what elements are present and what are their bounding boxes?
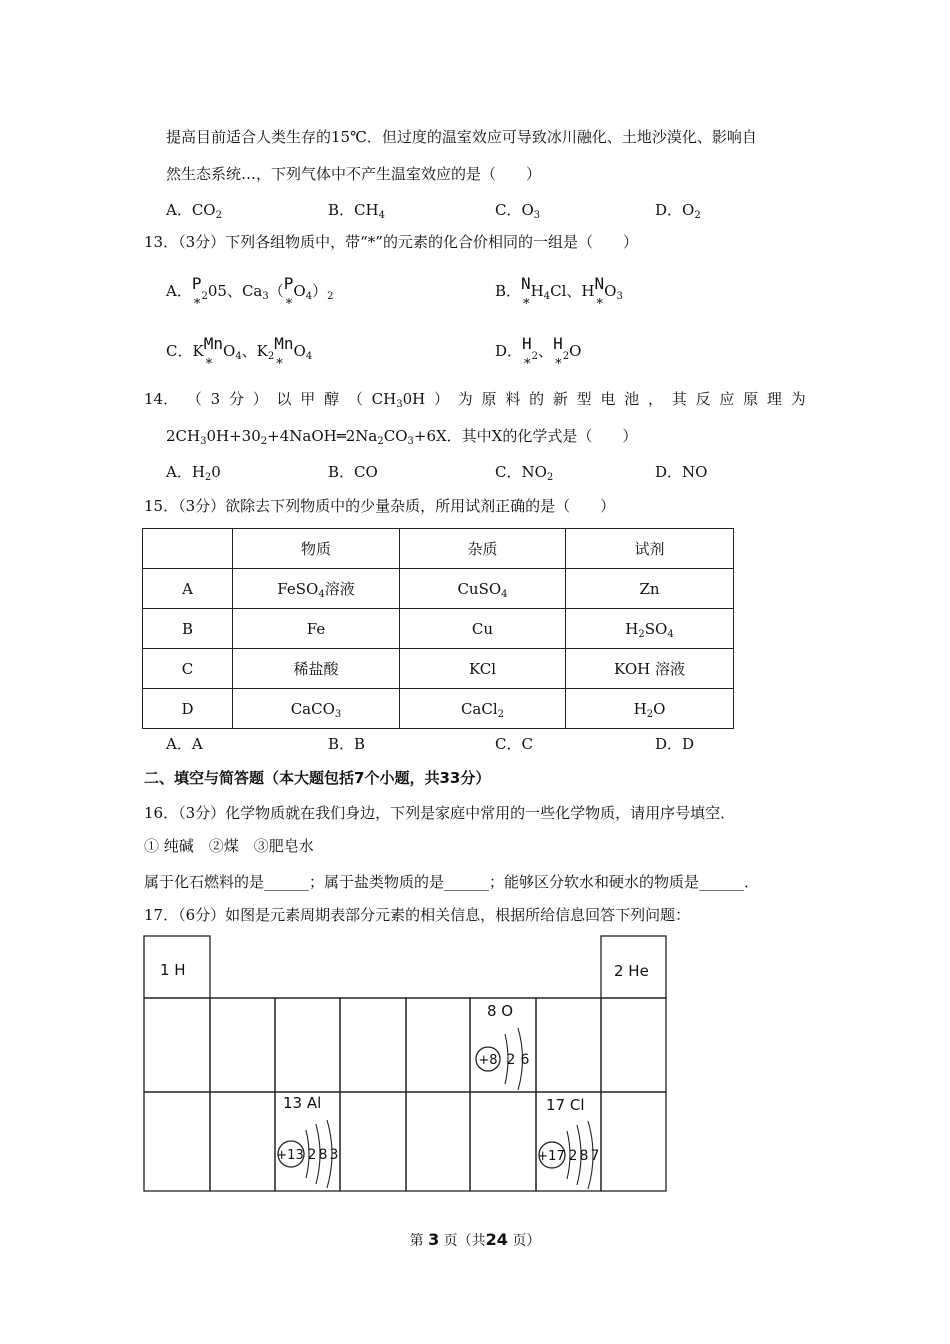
shell-count: 6	[520, 1052, 530, 1068]
table-cell: CaCO$_3$	[233, 689, 400, 729]
table-cell: D	[143, 689, 233, 729]
q16-fill: 属于化石燃料的是______；属于盐类物质的是______；能够区分软水和硬水的物质是______．	[144, 873, 760, 891]
atom-diagram-cl	[537, 1121, 599, 1189]
table-header-cell: 试剂	[566, 529, 734, 569]
table-header-cell: 物质	[233, 529, 400, 569]
table-cell: KCl	[400, 649, 566, 689]
atom-diagram-o	[476, 1028, 530, 1090]
q12-option-c: C．$O_3$	[495, 201, 541, 221]
shell-count: 2	[506, 1052, 516, 1068]
q12-option-d: D．$O_2$	[655, 201, 701, 221]
q17-stem: 17．（6分）如图是元素周期表部分元素的相关信息，根据所给信息回答下列问题：	[144, 906, 691, 924]
table-cell: A	[143, 569, 233, 609]
q15-option-d: D．D	[655, 735, 695, 753]
section-title: 二、填空与简答题（本大题包括7个小题，共33分）	[144, 769, 491, 787]
q14-option-c: C．$NO_2$	[495, 463, 554, 483]
q12-option-b: B．$CH_4$	[328, 201, 385, 221]
element-label-cl: 17 Cl	[546, 1096, 585, 1114]
element-label-al: 13 Al	[283, 1094, 322, 1112]
q15-option-a: A．A	[166, 735, 203, 753]
table-cell: CuSO$_4$	[400, 569, 566, 609]
shell-count: 8	[579, 1148, 589, 1164]
table-cell: KOH 溶液	[566, 649, 734, 689]
table-cell: $H_2O$	[566, 689, 734, 729]
q14-line1: 14． （ 3 分 ） 以 甲 醇 （ $CH_30H$ ） 为 原 料 的 新 型 电 池 ， 其 反 应 原 理 为	[144, 390, 806, 410]
nucleus-charge: +8	[478, 1053, 498, 1068]
q13-option-b: B．N * $H_4Cl$、HN * $O_3$	[495, 274, 623, 312]
q12-line1: 提高目前适合人类生存的15℃．但过度的温室效应可导致冰川融化、土地沙漠化、影响自	[166, 128, 757, 146]
q14-line2: $2CH_30H+30_2+4NaOH═2Na_2CO_3+6X$．其中X的化学式是（ ）	[166, 427, 638, 447]
q15-option-b: B．B	[328, 735, 366, 753]
nucleus-charge: +17	[537, 1149, 565, 1164]
q14-option-b: B．CO	[328, 463, 378, 481]
element-label-h: 1 H	[160, 961, 186, 979]
table-cell: FeSO$_4$溶液	[233, 569, 400, 609]
atom-diagram-al	[276, 1120, 338, 1188]
table-header-cell: 杂质	[400, 529, 566, 569]
q12-option-a: A．$CO_2$	[166, 201, 222, 221]
table-cell: CaCl$_2$	[400, 689, 566, 729]
element-label-o: 8 O	[487, 1002, 514, 1020]
shell-count: 7	[590, 1148, 600, 1164]
nucleus-charge: +13	[276, 1148, 304, 1163]
q13-option-a: A．P * $_2$05、$Ca_3(P$ * $O_4)_2$	[166, 274, 334, 312]
q16-items: ① 纯碱 ②煤 ③肥皂水	[144, 837, 314, 855]
q13-stem: 13．（3分）下列各组物质中，带“*”的元素的化合价相同的一组是（ ）	[144, 233, 638, 251]
q12-line2: 然生态系统…，下列气体中不产生温室效应的是（ ）	[166, 165, 542, 183]
table-cell: Fe	[233, 609, 400, 649]
page-number: 3	[428, 1230, 440, 1249]
q13-option-c: C．KMn * $O_4$、$K_2Mn$ * $O_4$	[166, 334, 313, 372]
element-label-he: 2 He	[614, 962, 649, 980]
page-footer: 第 3 页（共24 页）	[409, 1230, 541, 1249]
q14-option-a: A．$H_20$	[166, 463, 221, 483]
shell-count: 2	[307, 1147, 317, 1163]
table-cell: 稀盐酸	[233, 649, 400, 689]
q13-option-d: D．H * $_2$、H * $_2$O	[495, 334, 582, 372]
shell-count: 3	[329, 1147, 339, 1163]
q15-option-c: C．C	[495, 735, 533, 753]
page-total: 24	[485, 1230, 508, 1249]
table-cell: Zn	[566, 569, 734, 609]
shell-count: 8	[318, 1147, 328, 1163]
table-cell: C	[143, 649, 233, 689]
table-cell: B	[143, 609, 233, 649]
shell-count: 2	[568, 1148, 578, 1164]
q15-stem: 15．（3分）欲除去下列物质中的少量杂质，所用试剂正确的是（ ）	[144, 497, 616, 515]
q16-stem: 16．（3分）化学物质就在我们身边，下列是家庭中常用的一些化学物质，请用序号填空．	[144, 804, 736, 822]
q14-option-d: D．NO	[655, 463, 708, 481]
table-cell: $H_2SO_4$	[566, 609, 734, 649]
table-cell: Cu	[400, 609, 566, 649]
